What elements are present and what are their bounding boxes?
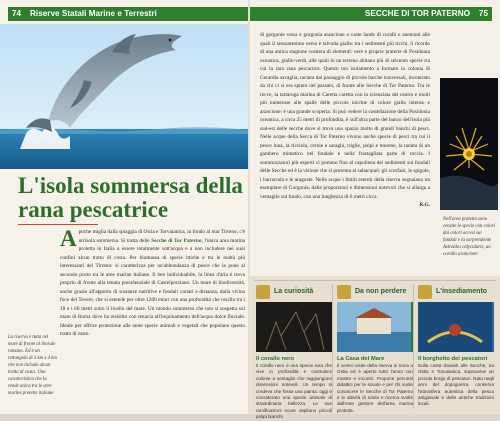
info-box-dont-miss — [337, 284, 413, 414]
right-body-text: di gorgonie rossa e gorgonia arancione a vaste lande di coralli e anemoni alle quali il sessantesimo verso è talvolta gialle: tra i sedimenti più ricchi, il ricordo di una antica stagione costiera di elementi: vere e proprie praterie di Posidonia oceanica, giallo-verdi, alle quali in un terreno abitano più di seicento specie tra cui la rara rana pescatrice. Questo tuo isolamento a formare la colonia di Gerardia savaglia, taciuta dal passaggio di piccole barche trasversali, incontrato da chi ci si era spinto nel passato, di fronte alle Secche di Tor Paterno. Tra le rocce, la tartaruga marina di Caretta caretta con la scienziata del centro e molti più numerose alle spalle delle piccole nicchie di colore giallo intenso e arancione: è una grande scoperta. Si può vedere la costellazione della Posidonia oceanica, a circa 25 metri di profondità, è sull'altra parte del banco dell'isola più sud-est delle secche dove si trova uno spazio molto di grandi banchi di pesci. Nelle acque della Secca di Tor Paterno vivono anche specie di pesci tra cui il pesce luna, la ricciola, cernie e saraghi, triglie, polpi e murene, la tanuta di un gambero mimetico nel fondale e nella frastagliata parte di roccia. I sommozzatori più esperti ci portano fino al capolinea dei sedimenti sui fondali delle Secche ed è la visione che si presenta ai subacquei: gli scorfani, le spigole, i barracuda e le aragoste. Nelle acque i limiti esterni della riserva segnalano un esemplare di Gorgonia, dalle proporzioni e dimensioni notevoli che si allarga a ventaglio sul fondo, con una lunghezza di 6 metri circa. — [260, 32, 430, 200]
left-intro-text: poche miglia dalla spiaggia di Ostia e Torvaianica, in fondo al mar Tirreno, c'è un'isola sommersa. Si tratta delle — [78, 229, 245, 244]
reserve-name-highlight: Secche di Tor Paterno — [151, 237, 202, 244]
info-box-curiosity — [256, 284, 332, 421]
black-coral-photo — [256, 302, 332, 352]
info-box-label: La curiosità — [274, 288, 314, 295]
info-box-title: Il corallo nero — [256, 356, 295, 362]
right-section-title: SECCHE DI TOR PATERNO — [364, 9, 470, 18]
dropcap: A — [60, 226, 77, 251]
info-box-text: Il centro visite della riserva si trova a Ostia ed è aperto tutto l'anno con mostre e incontri. Propone percorsi didattici per le scuole e per chi vuole conoscere le Secche di Tor Paterno e le attività di tutela e ricerca svolte dall'ente gestore dell'area marina protetta. — [337, 363, 413, 413]
fishermen-village-photo — [418, 302, 494, 352]
left-photo-caption: La riserva è tutta nel mare di fronte al litorale romano. Ed è un rettangolo di 3 km x 4 km che non include alcun tratto di costa. Una caratteristica che la rende unica tra le aree marine protette italiane — [8, 335, 57, 396]
sea-house-photo — [337, 302, 413, 352]
left-body-text: , l'unica area marina protetta in Italia a essere totalmente sott'acqua e a non includere nei suoi confini alcun tratto di costa. Per biomassa di specie ittiche è tra le realtà più interessanti del Tirreno: si caratterizza per un'abbondanza di pesce che la pone al secondo posto tra le aree marine italiane. Il ben individuabile, la linea d'aria è trova proprio di fronte alla tenuta presidenziale di Castelporziano. Un mare di biodiversità, anche grazie all'apporto di sostanze nutritive e fondali variati a distanza, dalla vicina foce del Tevere, che si estende per oltre 1200 ettari con una profondità che oscilla tra i 18 e i 60 metri sotto il livello del mare. Un mondo sommerso che non si sospetta sul mare di Roma dove ha resistito con tenacia all'inquinamento dell'acqua dolce fluviale. Ideale per offrire protezione alle tante specie animali e vegetali che popolano questo tratto di mare. — [60, 237, 245, 337]
right-header-bar — [250, 7, 492, 21]
left-header-bar — [8, 7, 250, 21]
article-title: L'isola sommersa della rana pescatrice — [18, 173, 243, 222]
dolphin-photo — [0, 24, 250, 169]
title-underline — [18, 224, 98, 225]
info-box-text: Sulla costa davanti alle Secche, tra Ostia e Torvaianica, sopravvive un piccolo borgo di pescatori. Nato negli anni del dopoguerra, conserva l'atmosfera autentica della pesca artigianale e delle antiche tradizioni locali. — [418, 363, 494, 407]
author-signature: R.G. — [419, 202, 430, 208]
info-box-text: Il corallo nero è una specie rara che vive in profondità e costruisce colonie a ventaglio che raggiungono dimensioni notevoli. Un tempo si credeva che fosse una pianta: oggi è considerato una specie animale di straordinaria bellezza. Le sue ramificazioni scure ospitano piccoli polipi bianchi. — [256, 363, 332, 420]
magnifier-icon — [256, 285, 270, 299]
left-page-number: 74 — [12, 9, 22, 18]
house-icon — [418, 285, 432, 299]
right-photo-caption: Nell'area protetta sono censite le specie con colori dai colori accesi sui fondali e la sorprendente Astroides calycularis, un corallo arancione — [443, 217, 495, 257]
left-page — [0, 0, 250, 414]
info-column-divider — [413, 284, 414, 409]
info-box-header — [256, 284, 332, 300]
left-section-title: Riserve Statali Marine e Terrestri — [30, 9, 157, 18]
info-box-title: La Casa del Mare — [337, 356, 385, 362]
coral-photo — [440, 78, 498, 210]
info-box-header — [418, 284, 494, 300]
star-icon — [337, 285, 351, 299]
info-rule — [254, 280, 496, 281]
info-box-label: L'insediamento — [436, 288, 488, 295]
left-article-body — [60, 228, 245, 339]
info-box-title: Il borghetto dei pescatori — [418, 356, 488, 362]
info-column-divider — [332, 284, 333, 409]
info-box-header — [337, 284, 413, 300]
right-page-number: 75 — [478, 9, 488, 18]
info-box-settlement — [418, 284, 494, 408]
info-box-label: Da non perdere — [355, 288, 407, 295]
right-article-body — [260, 31, 430, 210]
